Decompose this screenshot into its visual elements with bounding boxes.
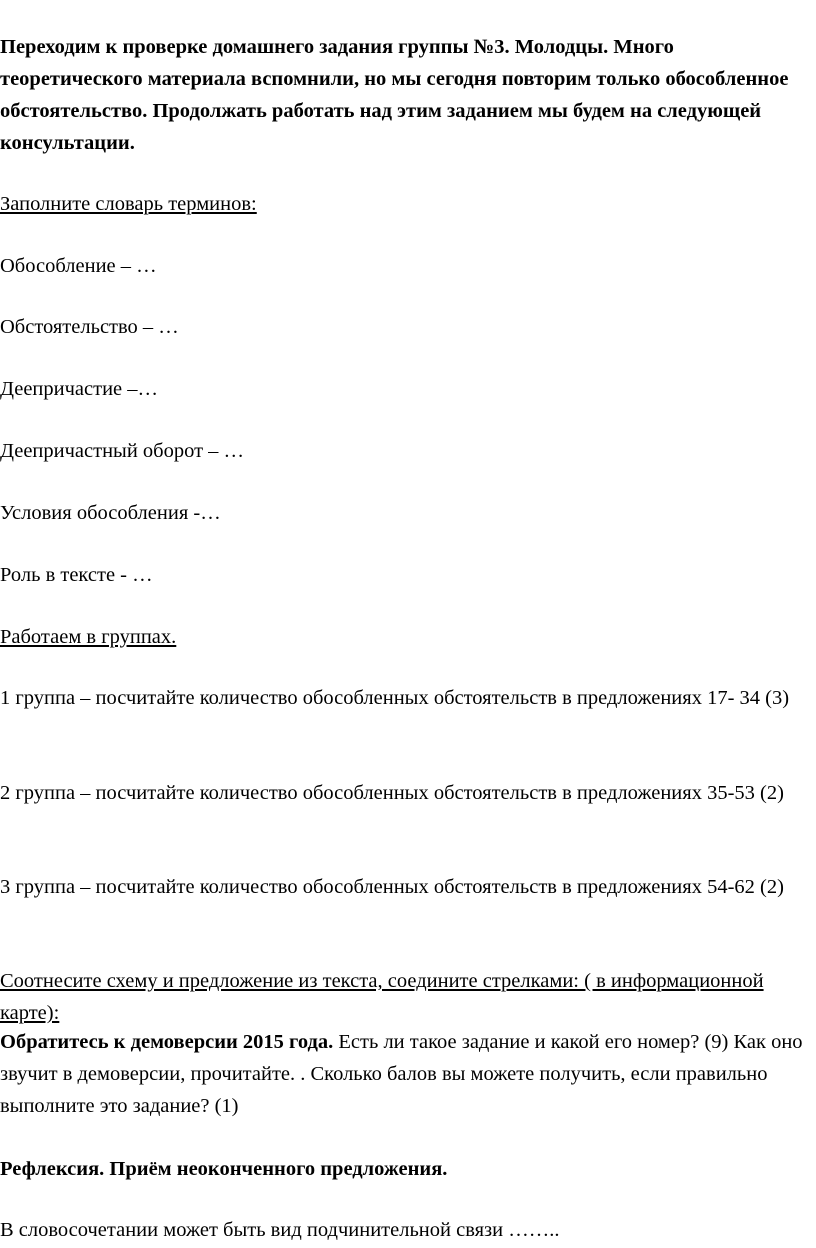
- term-line: Деепричастие –…: [0, 378, 159, 400]
- matching-text: Соотнесите схему и предложение из текста, соедините стрелками: ( в информационной карте):: [0, 970, 764, 1024]
- reflection-heading: Рефлексия. Приём неоконченного предложения.: [0, 1158, 448, 1180]
- term-line: Роль в тексте - …: [0, 564, 153, 586]
- group-task: 3 группа – посчитайте количество обособленных обстоятельств в предложениях 54-62 (2): [0, 876, 784, 898]
- groups-heading: [0, 621, 812, 653]
- term-line: Обособление – …: [0, 255, 157, 277]
- term-line: Условия обособления -…: [0, 502, 221, 524]
- intro-paragraph: Переходим к проверке домашнего задания группы №3. Молодцы. Много теоретического материала вспомнили, но мы сегодня повторим только обособленное обстоятельство. Продолжать работать над этим заданием мы будем на следующей консультации.: [0, 36, 789, 154]
- demo-task-text: Есть ли такое задание и какой его номер? (9) Как оно звучит в демоверсии, прочитайте. . Сколько балов вы можете получить, если правильно выполните это задание? (1): [0, 1031, 803, 1117]
- dictionary-title: Заполните словарь терминов:: [0, 193, 257, 215]
- groups-title: Работаем в группах.: [0, 626, 177, 648]
- dictionary-heading: [0, 188, 812, 220]
- term-line: Деепричастный оборот – …: [0, 440, 245, 462]
- term-line: Обстоятельство – …: [0, 316, 179, 338]
- demo-task: [0, 1026, 812, 1122]
- matching-task: [0, 965, 812, 1029]
- reflection-sentence: В словосочетании может быть вид подчинительной связи ……..: [0, 1219, 560, 1241]
- group-task: 2 группа – посчитайте количество обособленных обстоятельств в предложениях 35-53 (2): [0, 782, 784, 804]
- group-task: 1 группа – посчитайте количество обособленных обстоятельств в предложениях 17- 34 (3): [0, 687, 790, 709]
- demo-task-bold: Обратитесь к демоверсии 2015 года.: [0, 1031, 334, 1053]
